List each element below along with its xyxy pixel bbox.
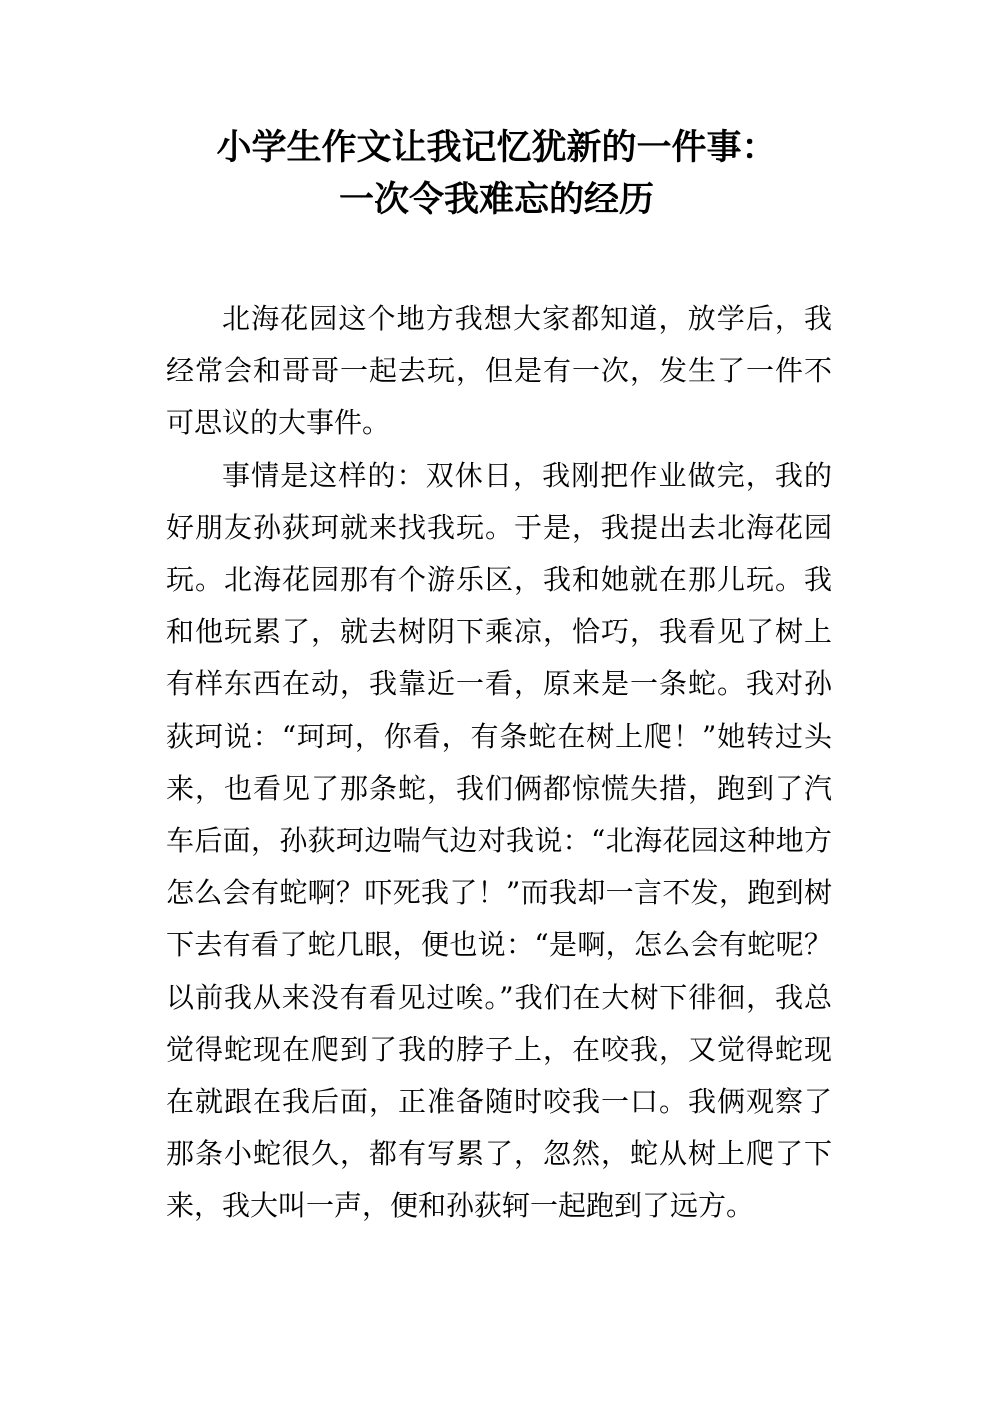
paragraph-2: 事情是这样的：双休日，我刚把作业做完，我的好朋友孙荻珂就来找我玩。于是，我提出去北海花园玩。北海花园那有个游乐区，我和她就在那儿玩。我和他玩累了，就去树阴下乘凉，恰巧，我看见了树上有样东西在动，我靠近一看，原来是一条蛇。我对孙荻珂说：“珂珂，你看，有条蛇在树上爬！”她转过头来，也看见了那条蛇，我们俩都惊慌失措，跑到了汽车后面，孙荻珂边喘气边对我说：“北海花园这种地方怎么会有蛇啊？吓死我了！”而我却一言不发，跑到树下去有看了蛇几眼，便也说：“是啊，怎么会有蛇呢？以前我从来没有看见过唉。”我们在大树下徘徊，我总觉得蛇现在爬到了我的脖子上，在咬我，又觉得蛇现在就跟在我后面，正准备随时咬我一口。我俩观察了那条小蛇很久，都有写累了，忽然，蛇从树上爬了下来，我大叫一声，便和孙荻轲一起跑到了远方。 (166, 458, 832, 1223)
document-title (0, 122, 993, 226)
paragraph-1: 北海花园这个地方我想大家都知道，放学后，我经常会和哥哥一起去玩，但是有一次，发生了一件不可思议的大事件。 (166, 302, 832, 440)
title-line-2: 一次令我难忘的经历 (338, 180, 654, 220)
title-line-1: 小学生作文让我记忆犹新的一件事： (216, 128, 777, 168)
document-body (166, 293, 832, 1233)
